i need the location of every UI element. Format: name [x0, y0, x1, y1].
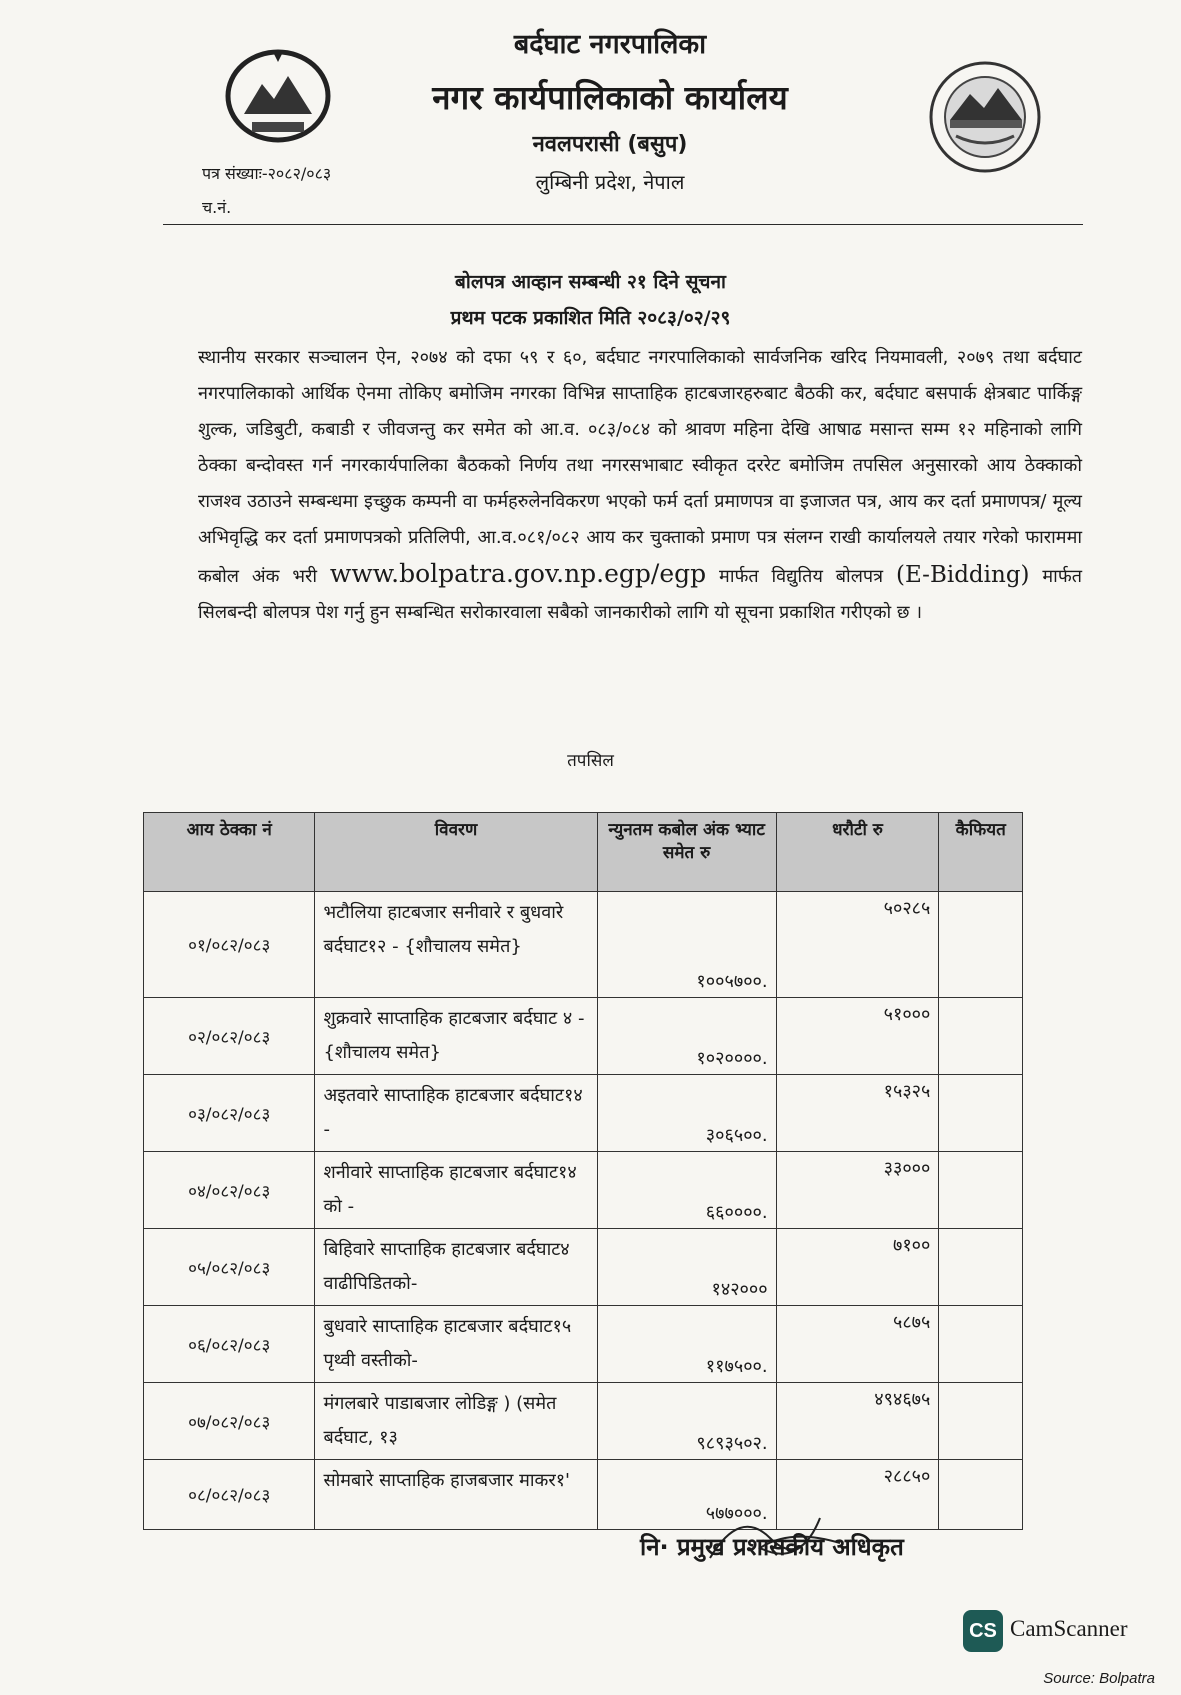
remarks-cell — [939, 1152, 1023, 1229]
bolpatra-url-link[interactable]: www.bolpatra.gov.np.egp/egp — [329, 559, 707, 588]
description-cell: भटौलिया हाटबजार सनीवारे र बुधवारे बर्दघाट१२ - {शौचालय समेत} — [315, 892, 597, 998]
table-row — [144, 1460, 1023, 1530]
min-bid-cell: १४२००० — [597, 1229, 776, 1306]
province-name: लुम्बिनी प्रदेश, नेपाल — [535, 170, 685, 194]
camscanner-logo-icon: CS — [963, 1610, 1003, 1652]
contract-table — [143, 812, 1023, 1530]
deposit-cell: ५१००० — [776, 998, 939, 1075]
min-bid-cell: ११७५००. — [597, 1306, 776, 1383]
remarks-cell — [939, 1229, 1023, 1306]
col-header-deposit: धरौटी रु — [776, 813, 939, 892]
municipality-name: बर्दघाट नगरपालिका — [513, 29, 707, 60]
contract-no-cell: ०८/०८२/०८३ — [144, 1460, 315, 1530]
header-divider — [163, 224, 1083, 225]
table-row — [144, 1075, 1023, 1152]
contract-no-cell: ०३/०८२/०८३ — [144, 1075, 315, 1152]
col-header-remarks: कैफियत — [939, 813, 1023, 892]
deposit-cell: ५०२८५ — [776, 892, 939, 998]
description-cell: बुधवारे साप्ताहिक हाटबजार बर्दघाट१५ पृथ्वी वस्तीको- — [315, 1306, 597, 1383]
municipality-logo-icon — [926, 58, 1044, 176]
description-cell: मंगलबारे पाडाबजार लोडिङ्ग ) (समेत बर्दघाट, १३ — [315, 1383, 597, 1460]
description-cell: बिहिवारे साप्ताहिक हाटबजार बर्दघाट४ वाढीपिडितको- — [315, 1229, 597, 1306]
description-cell: शनीवारे साप्ताहिक हाटबजार बर्दघाट१४ को - — [315, 1152, 597, 1229]
deposit-cell: ५८७५ — [776, 1306, 939, 1383]
deposit-cell: ४९४६७५ — [776, 1383, 939, 1460]
col-header-min-bid: न्युनतम कबोल अंक भ्याट समेत रु — [597, 813, 776, 892]
schedule-heading: तपसिल — [567, 751, 614, 771]
remarks-cell — [939, 1383, 1023, 1460]
district-name: नवलपरासी (बसुप) — [532, 132, 688, 157]
col-header-description: विवरण — [315, 813, 597, 892]
office-name: नगर कार्यपालिकाको कार्यालय — [432, 78, 788, 117]
source-credit: Source: Bolpatra — [1043, 1670, 1155, 1687]
min-bid-cell: ३०६५००. — [597, 1075, 776, 1152]
remarks-cell — [939, 1075, 1023, 1152]
deposit-cell: १५३२५ — [776, 1075, 939, 1152]
deposit-cell: ७१०० — [776, 1229, 939, 1306]
min-bid-cell: १००५७००. — [597, 892, 776, 998]
description-cell: अइतवारे साप्ताहिक हाटबजार बर्दघाट१४ - — [315, 1075, 597, 1152]
table-row — [144, 892, 1023, 998]
table-header-row — [144, 813, 1023, 892]
signatory-title: नि· प्रमुख प्रशासकीय अधिकृत — [640, 1533, 904, 1561]
notice-title: बोलपत्र आव्हान सम्बन्धी २१ दिने सूचना — [455, 271, 726, 293]
min-bid-cell: ९८९३५०२. — [597, 1383, 776, 1460]
notice-body-part-1: स्थानीय सरकार सञ्चालन ऐन, २०७४ को दफा ५९ र ६०, बर्दघाट नगरपालिकाको सार्वजनिक खरिद नियमावली, २०७९ तथा बर्दघाट नगरपालिकाको आर्थिक ऐनमा तोकिए बमोजिम नगरका विभिन्न साप्ताहिक हाटबजारहरुबाट बैठकी कर, बर्दघाट बसपार्क क्षेत्रबाट पार्किङ्ग शुल्क, जडिबुटी, कबाडी र जीवजन्तु कर समेत को आ.व. ०८३/०८४ को श्रावण महिना देखि आषाढ मसान्त सम्म १२ महिनाको लागि ठेक्का बन्दोवस्त गर्न नगरकार्यपालिका बैठकको निर्णय तथा नगरसभाबाट स्वीकृत दररेट बमोजिम तपसिल अनुसारको आय ठेक्काको राजश्व उठाउने सम्बन्धमा इच्छुक कम्पनी वा फर्महरुलेनविकरण भएको फर्म दर्ता प्रमाणपत्र वा इजाजत पत्र, आय कर दर्ता प्रमाणपत्र/ मूल्य अभिवृद्धि कर दर्ता प्रमाणपत्रको प्रतिलिपी, आ.व.०८१/०८२ आय कर चुक्ताको प्रमाण पत्र संलग्न राखी कार्यालयले तयार गरेको फाराममा कबोल अंक भरी — [198, 347, 1082, 587]
contract-no-cell: ०१/०८२/०८३ — [144, 892, 315, 998]
dispatch-number: च.नं. — [202, 198, 232, 217]
notice-body-part-2: मार्फत विद्युतिय बोलपत्र — [706, 566, 896, 587]
deposit-cell: ३३००० — [776, 1152, 939, 1229]
letter-number: पत्र संख्याः-२०८२/०८३ — [202, 164, 332, 183]
contract-no-cell: ०५/०८२/०८३ — [144, 1229, 315, 1306]
min-bid-cell: ५७७०००. — [597, 1460, 776, 1530]
remarks-cell — [939, 1306, 1023, 1383]
nepal-emblem-icon — [222, 44, 334, 144]
camscanner-label: CamScanner — [1010, 1616, 1128, 1641]
notice-body — [198, 340, 1082, 631]
min-bid-cell: १०२००००. — [597, 998, 776, 1075]
remarks-cell — [939, 998, 1023, 1075]
remarks-cell — [939, 1460, 1023, 1530]
contract-no-cell: ०७/०८२/०८३ — [144, 1383, 315, 1460]
description-cell: सोमबारे साप्ताहिक हाजबजार माकर१' — [315, 1460, 597, 1530]
table-row — [144, 998, 1023, 1075]
table-row — [144, 1306, 1023, 1383]
table-row — [144, 1152, 1023, 1229]
col-header-contract-no: आय ठेक्का नं — [144, 813, 315, 892]
contract-no-cell: ०४/०८२/०८३ — [144, 1152, 315, 1229]
deposit-cell: २८८५० — [776, 1460, 939, 1530]
remarks-cell — [939, 892, 1023, 998]
table-row — [144, 1229, 1023, 1306]
contract-no-cell: ०६/०८२/०८३ — [144, 1306, 315, 1383]
min-bid-cell: ६६००००. — [597, 1152, 776, 1229]
ebidding-label: (E-Bidding) — [895, 562, 1030, 588]
table-row — [144, 1383, 1023, 1460]
notice-published-date: प्रथम पटक प्रकाशित मिति २०८३/०२/२९ — [450, 307, 731, 329]
notice-body-part-3: मार्फत सिलबन्दी बोलपत्र पेश गर्नु हुन सम्बन्धित सरोकारवाला सबैको जानकारीको लागि यो सूचना प्रकाशित गरीएको छ । — [198, 566, 1082, 623]
contract-no-cell: ०२/०८२/०८३ — [144, 998, 315, 1075]
description-cell: शुक्रवारे साप्ताहिक हाटबजार बर्दघाट ४ -{शौचालय समेत} — [315, 998, 597, 1075]
